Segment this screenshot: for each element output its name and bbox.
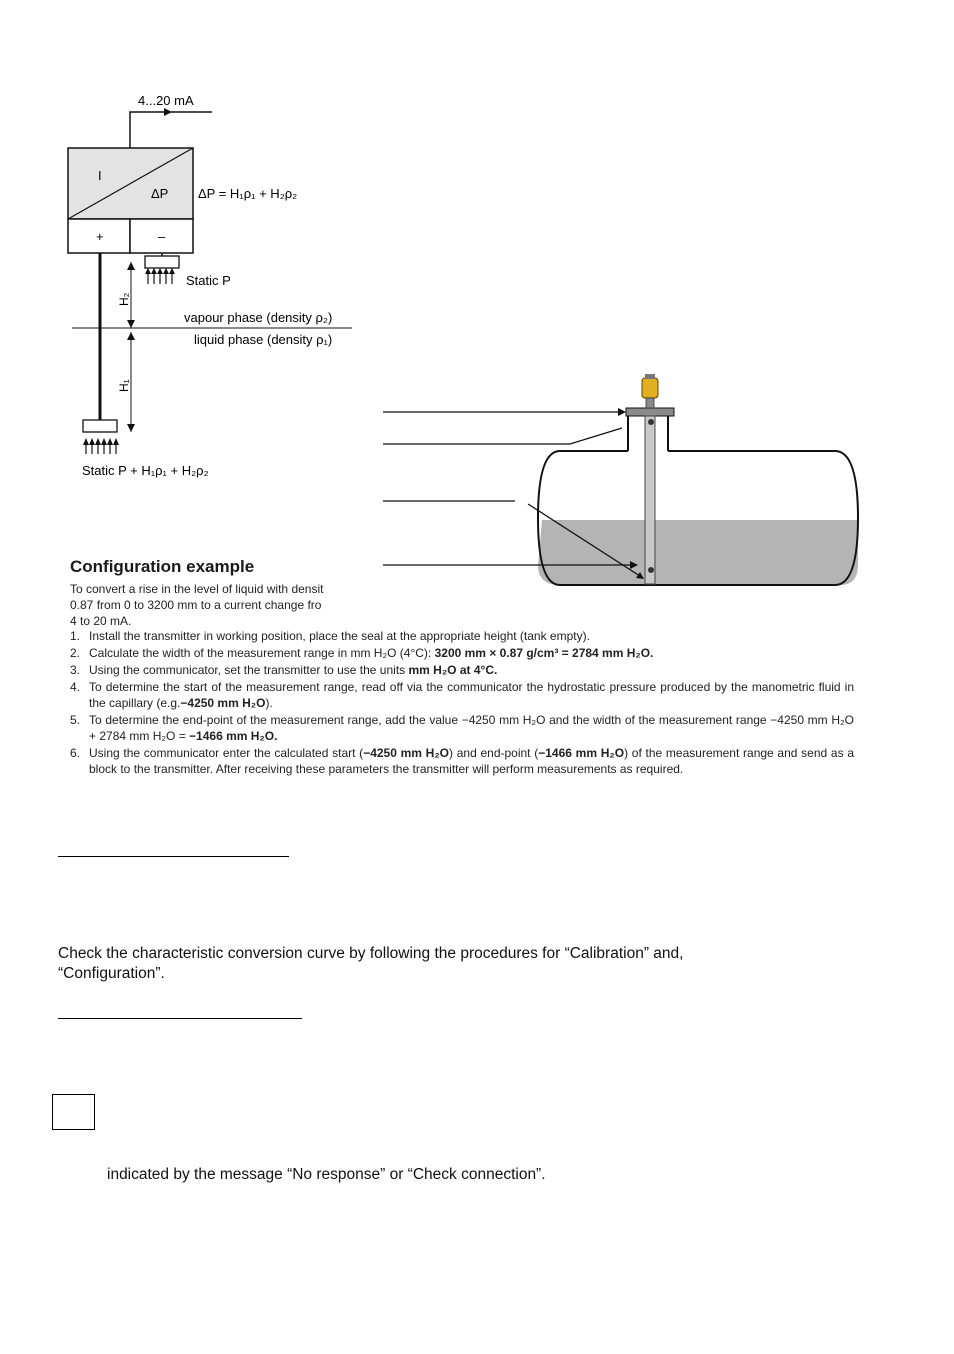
section-rule-2: [58, 1018, 302, 1019]
dp-equation: ΔP = H₁ρ₁ + H₂ρ₂: [198, 186, 298, 201]
check-line-1: Check the characteristic conversion curve by following the procedures for “Calibration” and,: [58, 945, 684, 962]
section-rule-1: [58, 856, 289, 857]
minus-label: –: [158, 229, 166, 244]
vapour-label: vapour phase (density ρ₂): [184, 310, 333, 325]
h2-label: H₂: [117, 292, 131, 306]
note-box: [52, 1094, 95, 1130]
static-p-label: Static P: [186, 273, 231, 288]
current-label: 4...20 mA: [138, 93, 194, 108]
config-intro: [70, 581, 356, 629]
h1-label: H₁: [117, 379, 131, 392]
static-bottom-label: Static P + H₁ρ₁ + H₂ρ₂: [82, 463, 209, 478]
tank-illustration: [380, 370, 870, 600]
step-item: 5. To determine the end-point of the measurement range, add the value −4250 mm H₂O and the width of the measurement range −4250 mm H₂O + 2784 mm H₂O = −1466 mm H₂O.: [70, 713, 854, 743]
dp-inner-label: ΔP: [151, 186, 169, 201]
liquid-label: liquid phase (density ρ₁): [194, 332, 333, 347]
step-item: 4. To determine the start of the measurement range, read off via the communicator the hydrostatic pressure produced by the manometric fluid in the capillary (e.g.−4250 mm H₂O).: [70, 680, 854, 710]
step-item: 2. Calculate the width of the measurement range in mm H₂O (4°C): 3200 mm × 0.87 g/cm³ = 2784 mm H₂O.: [70, 646, 654, 660]
plus-label: +: [96, 229, 104, 244]
intro-line-1: To convert a rise in the level of liquid with densit: [70, 582, 324, 596]
intro-line-3: 4 to 20 mA.: [70, 614, 132, 628]
check-line-2: “Configuration”.: [58, 965, 165, 982]
step-item: 3. Using the communicator, set the transmitter to use the units mm H₂O at 4°C.: [70, 663, 498, 677]
intro-line-2: 0.87 from 0 to 3200 mm to a current change fro: [70, 598, 322, 612]
dp-transmitter-schematic: [0, 0, 380, 490]
message-text: indicated by the message “No response” or “Check connection”.: [107, 1166, 546, 1183]
step-item: 1. Install the transmitter in working position, place the seal at the appropriate height (tank empty).: [70, 629, 590, 643]
config-steps: [70, 628, 854, 778]
config-title: Configuration example: [70, 557, 255, 576]
check-paragraph: [58, 944, 898, 984]
i-label: I: [98, 168, 102, 183]
step-item: 6. Using the communicator enter the calculated start (−4250 mm H₂O) and end-point (−1466 mm H₂O) of the measurement range and send as a block to the transmitter. After receiving these parameters the transmitter will perform measurements as required.: [70, 746, 854, 776]
